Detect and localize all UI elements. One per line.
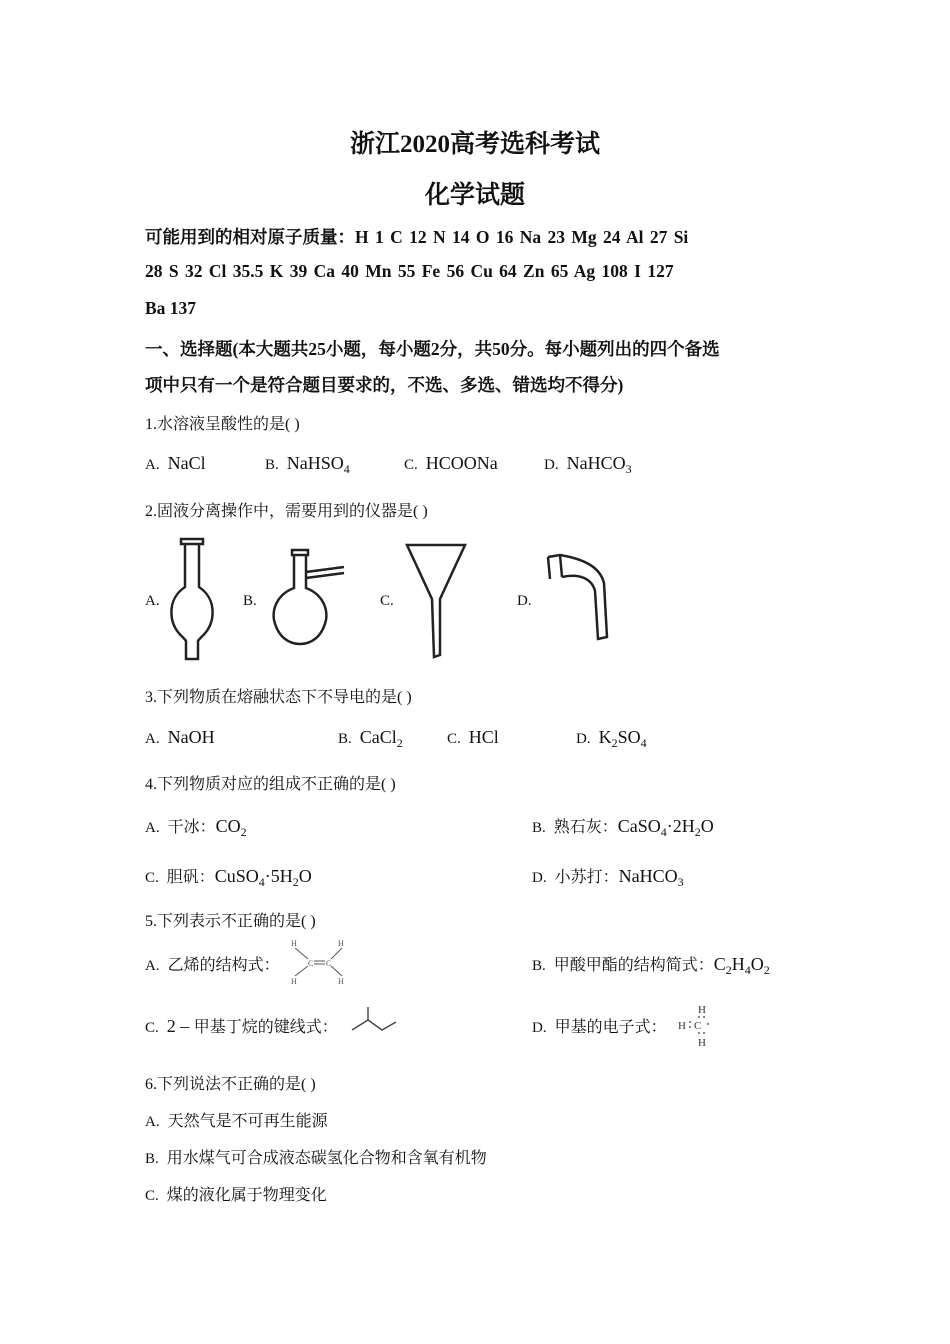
subscript: 4 bbox=[343, 462, 350, 476]
option-label: D. bbox=[517, 593, 532, 609]
q3-option-a[interactable] bbox=[145, 727, 215, 748]
q3-option-d[interactable] bbox=[576, 727, 647, 748]
q1-option-c[interactable] bbox=[404, 453, 498, 474]
question-1-stem: 1.水溶液呈酸性的是( ) bbox=[145, 416, 300, 433]
formula: NaHCO bbox=[566, 453, 626, 473]
funnel-icon bbox=[404, 541, 468, 661]
svg-text:H: H bbox=[291, 939, 297, 948]
subscript: 2 bbox=[763, 963, 770, 977]
subscript: 2 bbox=[240, 825, 247, 839]
option-label: D. bbox=[544, 457, 559, 473]
q2-option-c[interactable] bbox=[380, 592, 402, 610]
formula: O bbox=[700, 816, 714, 836]
formula: H bbox=[731, 954, 745, 974]
formula: SO bbox=[617, 727, 641, 747]
option-description: 乙烯的结构式： bbox=[167, 957, 280, 974]
formula: CO bbox=[215, 816, 241, 836]
option-label: A. bbox=[145, 1114, 160, 1130]
q6-option-b[interactable] bbox=[145, 1145, 487, 1168]
page-title: 浙江2020高考选科考试 bbox=[349, 131, 600, 158]
q1-option-a[interactable] bbox=[145, 453, 206, 474]
subscript: 2 bbox=[694, 825, 701, 839]
formula: CaCl bbox=[359, 727, 397, 747]
subscript: 3 bbox=[677, 875, 684, 889]
q5-option-b[interactable] bbox=[532, 952, 770, 975]
skeletal-formula-icon bbox=[350, 1005, 400, 1035]
section-heading-line-2: 项中只有一个是符合题目要求的，不选、多选、错选均不得分) bbox=[145, 375, 624, 395]
question-5-stem: 5.下列表示不正确的是( ) bbox=[145, 913, 316, 930]
subscript: 4 bbox=[744, 963, 751, 977]
option-label: D. bbox=[532, 870, 547, 886]
option-label: B. bbox=[338, 731, 352, 747]
option-label: A. bbox=[145, 731, 160, 747]
formula: C bbox=[713, 954, 726, 974]
formula: NaHSO bbox=[286, 453, 344, 473]
svg-text:H: H bbox=[698, 1004, 706, 1016]
option-label: B. bbox=[145, 1151, 159, 1167]
q3-option-c[interactable] bbox=[447, 727, 499, 748]
q6-option-c[interactable] bbox=[145, 1182, 327, 1205]
q4-option-b[interactable] bbox=[532, 814, 714, 837]
question-6-stem: 6.下列说法不正确的是( ) bbox=[145, 1076, 316, 1093]
formula: NaCl bbox=[167, 453, 206, 473]
volumetric-flask-icon bbox=[168, 537, 218, 662]
option-label: C. bbox=[447, 731, 461, 747]
subscript: 2 bbox=[396, 736, 403, 750]
option-label: C. bbox=[145, 870, 159, 886]
formula: O bbox=[298, 866, 312, 886]
q4-option-a[interactable] bbox=[145, 814, 247, 837]
option-label: A. bbox=[145, 593, 160, 609]
option-label: C. bbox=[380, 593, 394, 609]
option-label: C. bbox=[145, 1188, 159, 1204]
subscript: 2 bbox=[611, 736, 618, 750]
distillation-flask-icon bbox=[270, 548, 350, 648]
svg-text:H: H bbox=[338, 977, 344, 986]
option-label: A. bbox=[145, 820, 160, 836]
q1-option-b[interactable] bbox=[265, 453, 350, 474]
atomic-mass-line-3: Ba 137 bbox=[145, 298, 197, 318]
svg-text:H: H bbox=[338, 939, 344, 948]
svg-text:H: H bbox=[291, 977, 297, 986]
option-label: D. bbox=[532, 1020, 547, 1036]
svg-text:C: C bbox=[694, 1020, 702, 1032]
option-description: 甲酸甲酯的结构简式： bbox=[553, 957, 714, 974]
option-label: C. bbox=[145, 1020, 159, 1036]
substance-name: 干冰： bbox=[167, 819, 216, 836]
q2-option-b[interactable] bbox=[243, 592, 265, 610]
substance-name: 小苏打： bbox=[554, 869, 619, 886]
option-label: B. bbox=[532, 820, 546, 836]
subscript: 4 bbox=[258, 875, 265, 889]
formula: NaHCO bbox=[618, 866, 678, 886]
q2-option-d[interactable] bbox=[517, 592, 540, 610]
formula: ·2H bbox=[666, 816, 695, 836]
q6-option-a[interactable] bbox=[145, 1108, 328, 1131]
q4-option-c[interactable] bbox=[145, 864, 312, 887]
subscript: 2 bbox=[292, 875, 299, 889]
option-label: B. bbox=[265, 457, 279, 473]
page-subtitle: 化学试题 bbox=[424, 182, 525, 209]
formula: K bbox=[598, 727, 612, 747]
svg-text:H: H bbox=[678, 1020, 686, 1032]
substance-name: 胆矾： bbox=[166, 869, 215, 886]
svg-text:C: C bbox=[326, 959, 332, 968]
substance-name: 熟石灰： bbox=[553, 819, 618, 836]
question-3-stem: 3.下列物质在熔融状态下不导电的是( ) bbox=[145, 689, 412, 706]
q5-option-c[interactable] bbox=[145, 1014, 338, 1037]
option-label: B. bbox=[243, 593, 257, 609]
option-text: 用水煤气可合成液态碳氢化合物和含氧有机物 bbox=[166, 1150, 487, 1167]
subscript: 2 bbox=[725, 963, 732, 977]
q5-option-d[interactable] bbox=[532, 1014, 667, 1037]
option-label: A. bbox=[145, 457, 160, 473]
q3-option-b[interactable] bbox=[338, 727, 403, 748]
methyl-electron-icon bbox=[674, 1002, 716, 1050]
q2-option-a[interactable] bbox=[145, 592, 168, 610]
svg-text:H: H bbox=[698, 1037, 706, 1049]
option-text: 煤的液化属于物理变化 bbox=[166, 1187, 327, 1204]
subscript: 3 bbox=[625, 462, 632, 476]
question-2-stem: 2.固液分离操作中，需要用到的仪器是( ) bbox=[145, 503, 428, 520]
section-heading-line-1: 一、选择题(本大题共25小题，每小题2分，共50分。每小题列出的四个备选 bbox=[145, 339, 720, 359]
name-prefix: 2 – bbox=[166, 1016, 194, 1036]
subscript: 4 bbox=[660, 825, 667, 839]
option-label: B. bbox=[532, 958, 546, 974]
option-label: C. bbox=[404, 457, 418, 473]
formula: ·5H bbox=[264, 866, 293, 886]
option-label: D. bbox=[576, 731, 591, 747]
atomic-mass-line-1: 可能用到的相对原子质量：H 1 C 12 N 14 O 16 Na 23 Mg 24 Al 27 Si bbox=[145, 227, 689, 247]
option-label: A. bbox=[145, 958, 160, 974]
question-4-stem: 4.下列物质对应的组成不正确的是( ) bbox=[145, 776, 396, 793]
formula: CuSO bbox=[214, 866, 259, 886]
formula: NaOH bbox=[167, 727, 215, 747]
option-description: 甲基的电子式： bbox=[554, 1019, 667, 1036]
option-text: 天然气是不可再生能源 bbox=[167, 1113, 328, 1130]
formula: CaSO bbox=[617, 816, 661, 836]
formula: HCOONa bbox=[425, 453, 498, 473]
ethylene-structure-icon bbox=[288, 938, 350, 986]
atomic-mass-line-2: 28 S 32 Cl 35.5 K 39 Ca 40 Mn 55 Fe 56 Cu 64 Zn 65 Ag 108 I 127 bbox=[145, 261, 674, 281]
q4-option-d[interactable] bbox=[532, 864, 684, 887]
svg-text:C: C bbox=[308, 959, 314, 968]
formula: HCl bbox=[468, 727, 499, 747]
subscript: 4 bbox=[640, 736, 647, 750]
bent-tube-icon bbox=[544, 553, 614, 645]
q5-option-a[interactable] bbox=[145, 952, 280, 975]
q1-option-d[interactable] bbox=[544, 453, 632, 474]
formula: O bbox=[750, 954, 764, 974]
option-description: 甲基丁烷的键线式： bbox=[193, 1019, 338, 1036]
